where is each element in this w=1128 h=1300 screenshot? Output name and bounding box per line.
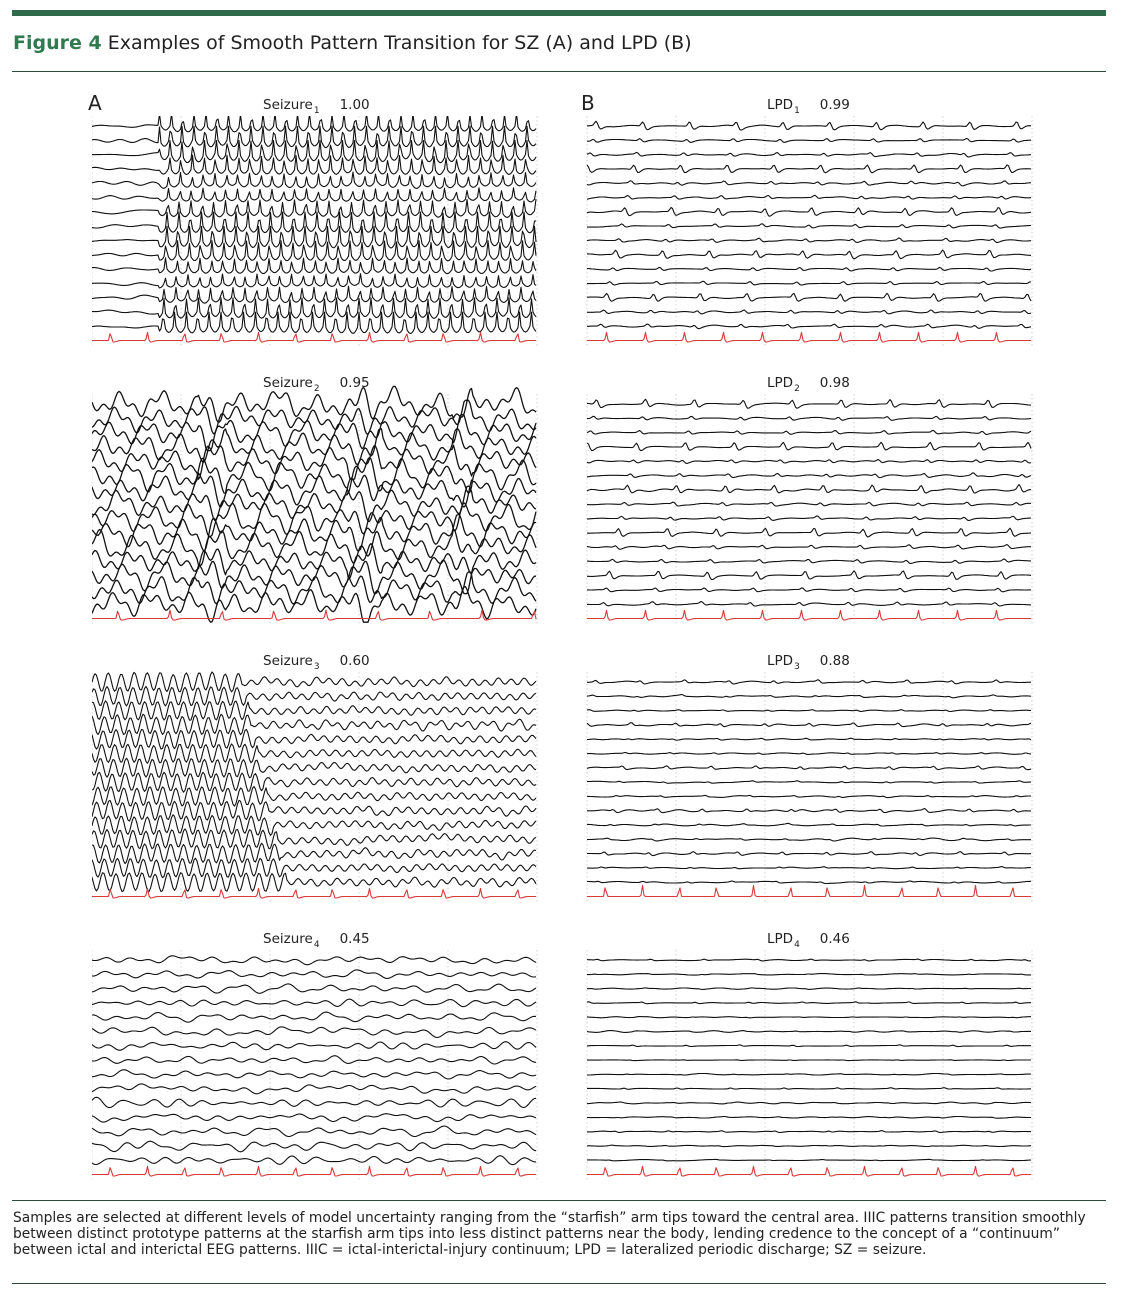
- eeg-channel-trace: [587, 766, 1031, 770]
- eeg-channel-trace: [587, 430, 1031, 434]
- eeg-channel-trace: [587, 1117, 1031, 1119]
- eeg-channel-trace: [587, 1145, 1031, 1146]
- eeg-channel-trace: [92, 415, 536, 451]
- eeg-channel-trace: [92, 1156, 536, 1165]
- eeg-channel-trace: [92, 1012, 536, 1022]
- eeg-channel-trace: [587, 1159, 1031, 1161]
- eeg-channel-trace: [587, 1131, 1031, 1133]
- eeg-channel-trace: [587, 281, 1031, 285]
- eeg-channel-trace: [587, 121, 1031, 130]
- eeg-channel-trace: [587, 753, 1031, 755]
- eeg-channel-trace: [92, 815, 536, 836]
- ekg-trace: [587, 610, 1031, 620]
- eeg-channel-trace: [92, 714, 536, 734]
- panel-label-seizure-4: Seizure$_4$ 0.45: [263, 931, 370, 950]
- eeg-panel-lpd4: [587, 950, 1032, 1182]
- eeg-channel-trace: [587, 516, 1031, 520]
- figure-title-text: Examples of Smooth Pattern Transition for SZ (A) and LPD (B): [107, 32, 692, 54]
- eeg-channel-trace: [92, 1141, 536, 1152]
- eeg-channel-trace: [92, 744, 536, 763]
- eeg-panel-lpd3: [587, 672, 1032, 904]
- ekg-trace: [92, 332, 536, 342]
- caption-bottom-divider: [12, 1283, 1106, 1284]
- panel-label-seizure-1: Seizure$_1$ 1.00: [263, 97, 370, 116]
- eeg-panel-sz2: [92, 386, 537, 626]
- eeg-channel-trace: [587, 571, 1031, 580]
- eeg-channel-trace: [587, 152, 1031, 157]
- eeg-channel-trace: [587, 680, 1031, 684]
- eeg-channel-trace: [92, 587, 536, 623]
- eeg-channel-trace: [92, 701, 536, 720]
- eeg-channel-trace: [587, 838, 1031, 841]
- eeg-channel-trace: [587, 528, 1031, 537]
- eeg-channel-trace: [92, 729, 536, 749]
- eeg-panel-sz3: [92, 672, 537, 904]
- panel-label-lpd-4: $LPD_4$ 0.46: [767, 931, 850, 950]
- panel-label-lpd-1: $LPD_1$ 0.99: [767, 97, 850, 116]
- eeg-channel-trace: [587, 1002, 1031, 1004]
- panel-label-seizure-3: Seizure$_3$ 0.60: [263, 653, 370, 672]
- eeg-channel-trace: [587, 881, 1031, 884]
- panel-label-lpd-2: $LPD_2$ 0.98: [767, 375, 850, 394]
- column-letter-a: A: [88, 91, 102, 115]
- eeg-channel-trace: [587, 1060, 1031, 1061]
- figure-title: [13, 31, 692, 55]
- eeg-channel-trace: [587, 181, 1031, 186]
- eeg-channel-trace: [587, 545, 1031, 550]
- eeg-channel-trace: [587, 795, 1031, 797]
- eeg-channel-trace: [92, 1114, 536, 1122]
- ekg-trace: [587, 886, 1031, 897]
- eeg-channel-trace: [92, 503, 536, 537]
- eeg-channel-trace: [92, 858, 536, 877]
- eeg-channel-trace: [587, 1045, 1031, 1047]
- ekg-trace: [587, 332, 1031, 342]
- eeg-channel-trace: [587, 781, 1031, 784]
- top-accent-bar: [12, 10, 1106, 16]
- eeg-channel-trace: [92, 1084, 536, 1094]
- eeg-channel-trace: [587, 1102, 1031, 1104]
- eeg-channel-trace: [587, 208, 1031, 217]
- eeg-channel-trace: [587, 988, 1031, 990]
- ekg-trace: [92, 1166, 536, 1176]
- eeg-channel-trace: [92, 1126, 536, 1137]
- ekg-trace: [92, 610, 536, 620]
- eeg-figure: [92, 116, 1036, 1194]
- eeg-channel-trace: [587, 1074, 1031, 1076]
- eeg-channel-trace: [92, 400, 536, 434]
- eeg-channel-trace: [92, 984, 536, 993]
- eeg-channel-trace: [92, 1056, 536, 1064]
- figure-caption: Samples are selected at different levels of model uncertainty ranging from the “starfish” arm tips toward the central area. IIIC patterns transition smoothly between distinct prototype patterns at the starfish arm tips into less distinct patterns near the body, lending credence to the concept of a “continuum” between ictal and interictal EEG patterns. IIIC = ictal-interictal-injury continuum; LPD = lateralized periodic discharge; SZ = seizure.: [13, 1210, 1086, 1258]
- eeg-panel-lpd1: [587, 116, 1032, 348]
- eeg-channel-trace: [587, 974, 1031, 976]
- score-seizure-2: 0.95: [339, 375, 370, 391]
- eeg-channel-trace: [587, 473, 1031, 478]
- eeg-channel-trace: [92, 873, 536, 892]
- ekg-trace: [92, 888, 536, 898]
- score-lpd-2: 0.98: [819, 375, 850, 391]
- eeg-channel-trace: [92, 188, 536, 202]
- eeg-channel-trace: [92, 843, 536, 863]
- eeg-channel-trace: [587, 959, 1031, 961]
- eeg-channel-trace: [587, 442, 1031, 450]
- eeg-channel-trace: [587, 852, 1031, 856]
- eeg-channel-trace: [92, 1042, 536, 1051]
- eeg-channel-trace: [587, 195, 1031, 199]
- eeg-channel-trace: [587, 165, 1031, 173]
- eeg-panel-lpd2: [587, 394, 1032, 626]
- score-seizure-1: 1.00: [339, 97, 370, 113]
- eeg-channel-trace: [587, 695, 1031, 698]
- eeg-channel-trace: [92, 212, 536, 233]
- eeg-channel-trace: [587, 1031, 1031, 1033]
- eeg-panel-sz1: [92, 116, 537, 348]
- eeg-channel-trace: [587, 738, 1031, 740]
- figure-label: Figure 4: [13, 32, 102, 54]
- eeg-channel-trace: [587, 416, 1031, 420]
- eeg-channel-trace: [92, 386, 536, 422]
- eeg-channel-trace: [92, 772, 536, 792]
- eeg-channel-trace: [587, 267, 1031, 271]
- eeg-channel-trace: [587, 588, 1031, 592]
- eeg-channel-trace: [587, 710, 1031, 712]
- eeg-channel-trace: [587, 823, 1031, 826]
- score-lpd-1: 0.99: [819, 97, 850, 113]
- score-lpd-4: 0.46: [819, 931, 850, 947]
- eeg-channel-trace: [92, 970, 536, 979]
- eeg-channel-trace: [92, 999, 536, 1006]
- panel-label-lpd-3: $LPD_3$ 0.88: [767, 653, 850, 672]
- eeg-channel-trace: [587, 559, 1031, 564]
- eeg-channel-trace: [587, 1017, 1031, 1018]
- eeg-channel-trace: [587, 250, 1031, 259]
- eeg-channel-trace: [587, 460, 1031, 464]
- eeg-channel-trace: [587, 293, 1031, 301]
- score-seizure-4: 0.45: [339, 931, 370, 947]
- eeg-channel-trace: [587, 310, 1031, 314]
- title-divider: [12, 71, 1106, 72]
- eeg-channel-trace: [92, 956, 536, 965]
- eeg-channel-trace: [92, 286, 536, 303]
- eeg-channel-trace: [587, 809, 1031, 813]
- eeg-channel-trace: [92, 155, 536, 174]
- eeg-channel-trace: [92, 544, 536, 580]
- eeg-channel-trace: [92, 1027, 536, 1038]
- eeg-channel-trace: [587, 502, 1031, 506]
- eeg-channel-trace: [587, 138, 1031, 142]
- eeg-channel-trace: [587, 324, 1031, 329]
- score-seizure-3: 0.60: [339, 653, 370, 669]
- eeg-channel-trace: [587, 399, 1031, 408]
- eeg-channel-trace: [587, 224, 1031, 228]
- eeg-channel-trace: [92, 274, 536, 288]
- eeg-channel-trace: [92, 258, 536, 274]
- ekg-trace: [587, 1166, 1031, 1176]
- column-letter-b: B: [581, 91, 595, 115]
- eeg-channel-trace: [587, 1088, 1031, 1090]
- eeg-channel-trace: [587, 867, 1031, 869]
- eeg-channel-trace: [92, 445, 536, 479]
- eeg-channel-trace: [587, 723, 1031, 727]
- score-lpd-3: 0.88: [819, 653, 850, 669]
- eeg-channel-trace: [92, 1070, 536, 1079]
- caption-top-divider: [12, 1200, 1106, 1201]
- eeg-panel-sz4: [92, 950, 537, 1182]
- eeg-channel-trace: [587, 485, 1031, 494]
- eeg-channel-trace: [92, 1097, 536, 1107]
- panel-label-seizure-2: Seizure$_2$ 0.95: [263, 375, 370, 394]
- eeg-channel-trace: [587, 602, 1031, 607]
- eeg-channel-trace: [587, 238, 1031, 243]
